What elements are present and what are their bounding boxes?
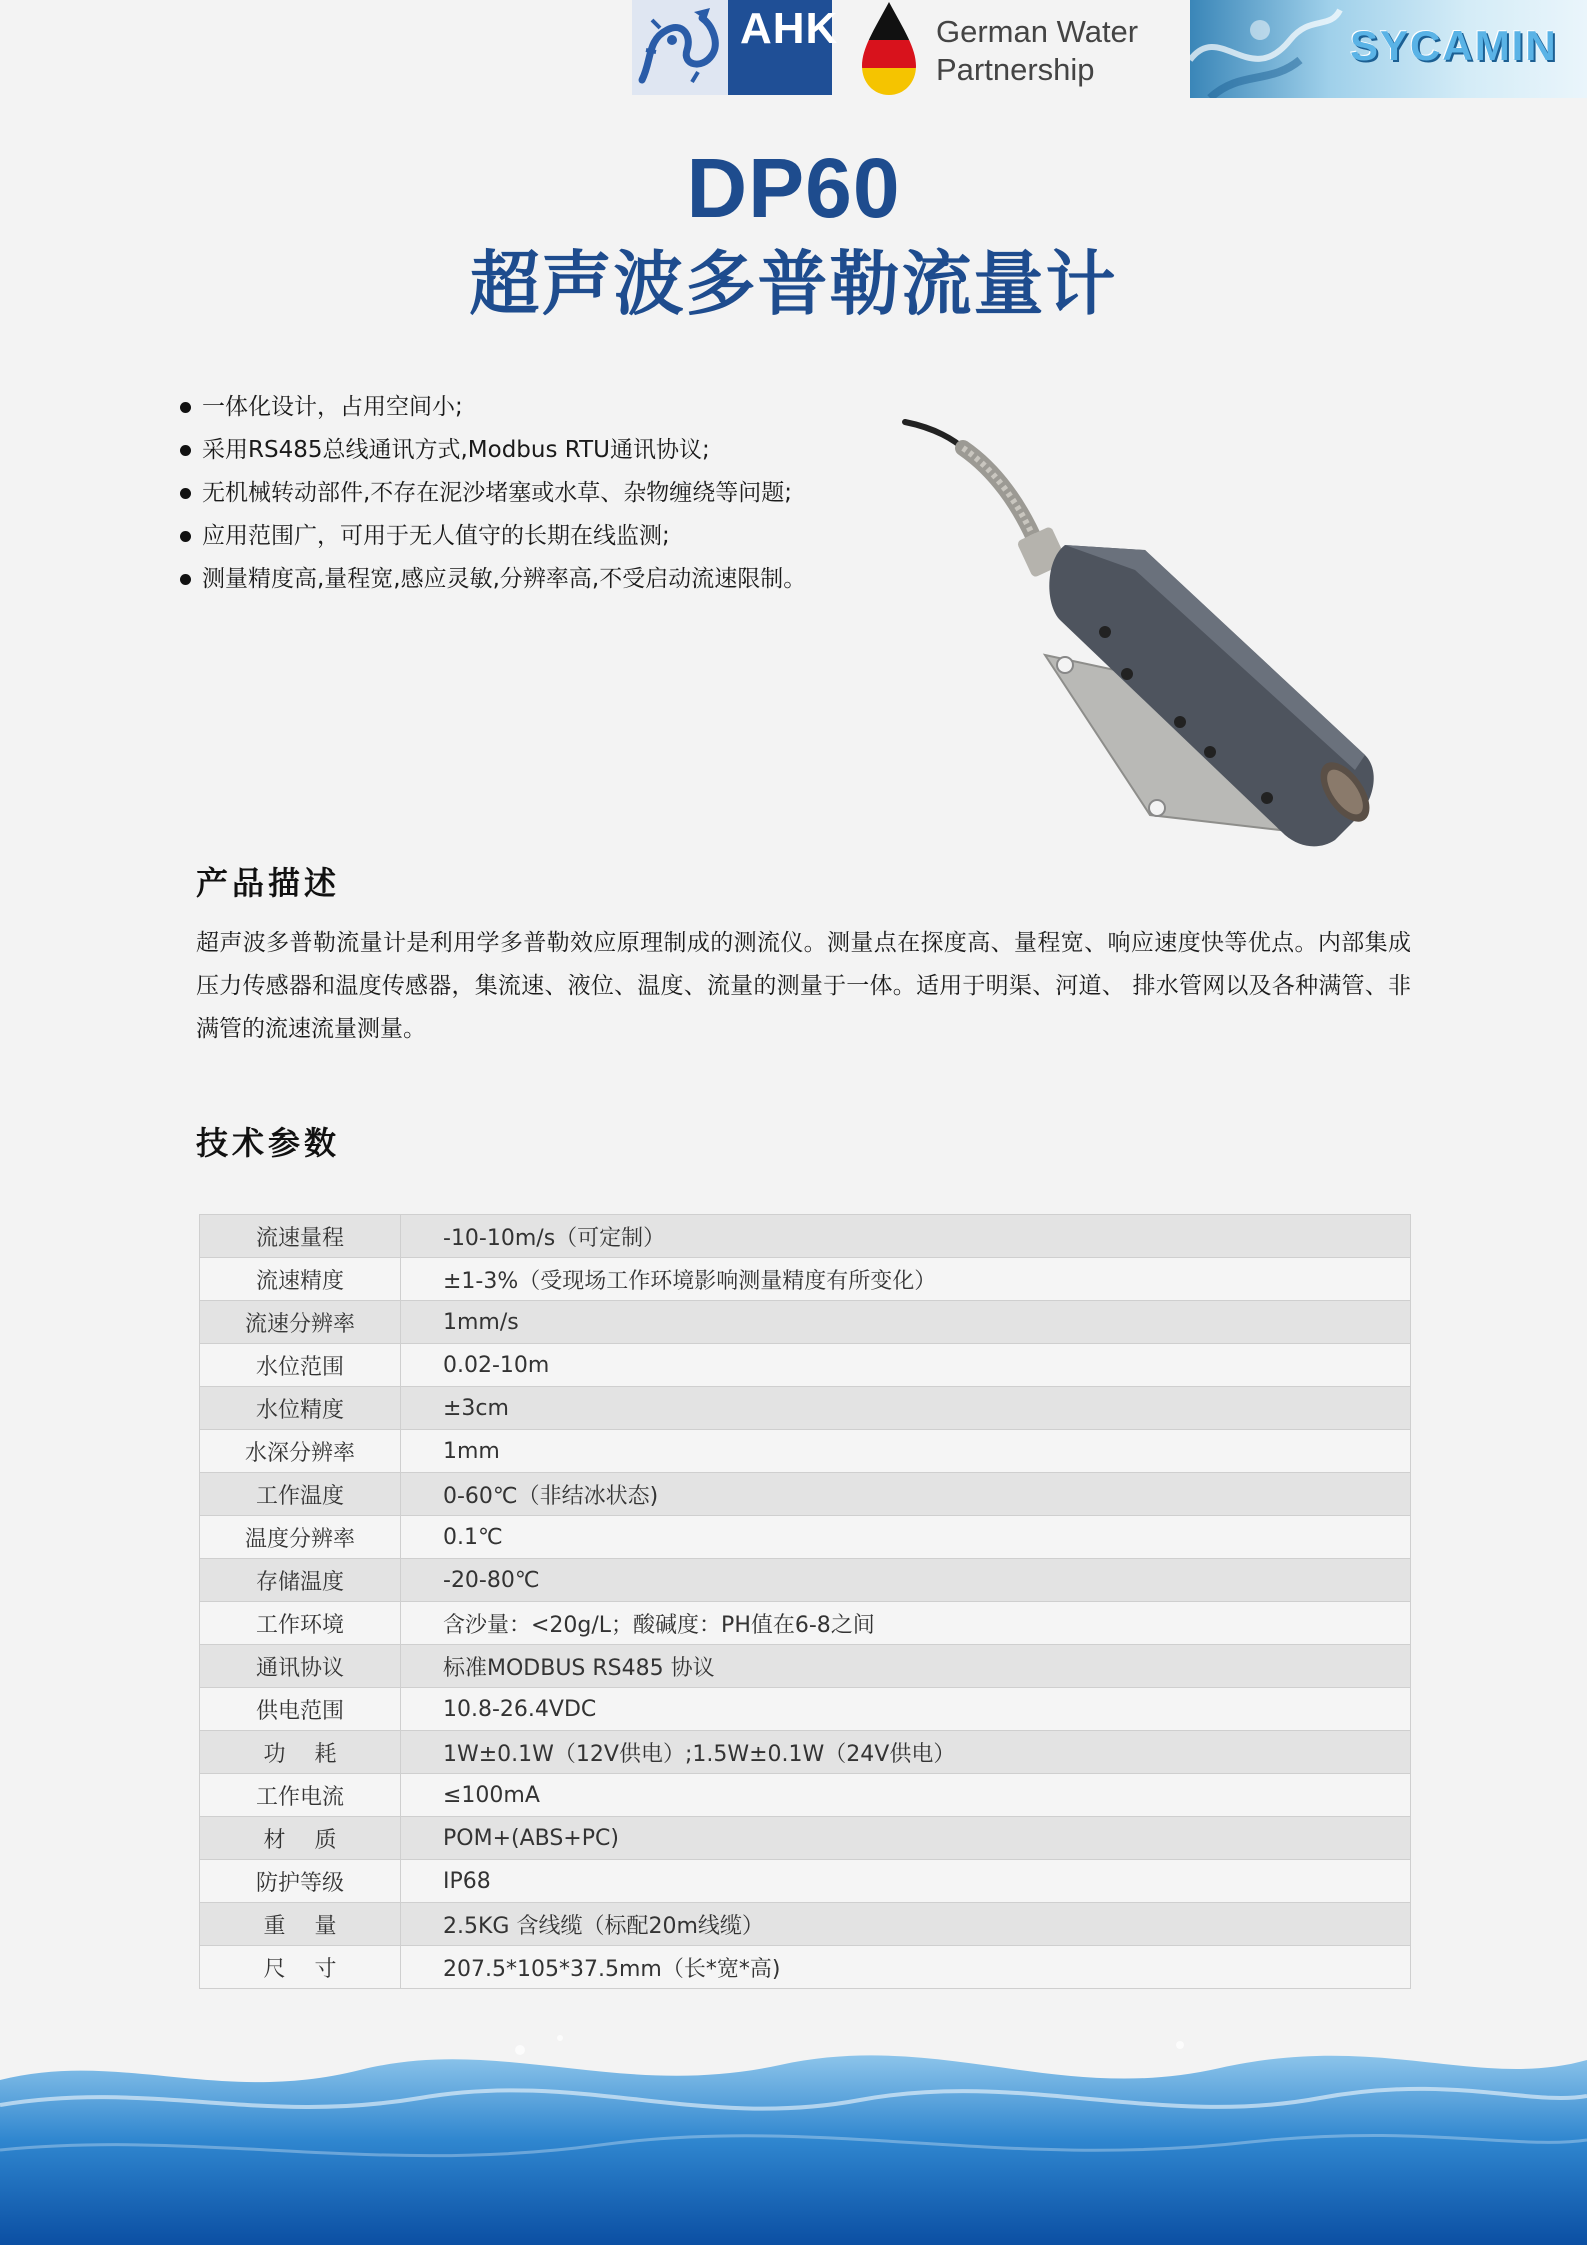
table-row <box>200 1817 1411 1860</box>
table-row <box>200 1258 1411 1301</box>
specs-heading: 技术参数 <box>196 1124 341 1162</box>
spec-key: 工作温度 <box>200 1473 401 1516</box>
spec-value: 标准MODBUS RS485 协议 <box>401 1645 1411 1688</box>
table-row <box>200 1516 1411 1559</box>
spec-key: 尺 寸 <box>200 1946 401 1989</box>
table-row <box>200 1559 1411 1602</box>
spec-value: IP68 <box>401 1860 1411 1903</box>
water-drop-icon <box>854 0 924 98</box>
bullet-icon <box>180 445 191 456</box>
gwp-line-2: Partnership <box>936 52 1095 87</box>
spec-key: 材 质 <box>200 1817 401 1860</box>
table-row <box>200 1602 1411 1645</box>
water-wave-decoration <box>0 2010 1587 2245</box>
spec-value: 含沙量：<20g/L；酸碱度：PH值在6-8之间 <box>401 1602 1411 1645</box>
table-row <box>200 1215 1411 1258</box>
spec-key: 水位精度 <box>200 1387 401 1430</box>
table-row <box>200 1860 1411 1903</box>
partner-logos <box>632 0 1587 98</box>
spec-value: -10-10m/s（可定制） <box>401 1215 1411 1258</box>
spec-value: 207.5*105*37.5mm（长*宽*高) <box>401 1946 1411 1989</box>
spec-key: 温度分辨率 <box>200 1516 401 1559</box>
table-row <box>200 1473 1411 1516</box>
ahk-wordmark: AHK <box>740 4 839 53</box>
list-item: 无机械转动部件,不存在泥沙堵塞或水草、杂物缠绕等问题; <box>180 472 806 515</box>
gwp-line-1: German Water <box>936 14 1139 49</box>
spec-key: 水深分辨率 <box>200 1430 401 1473</box>
table-row <box>200 1946 1411 1989</box>
spec-value: 1mm <box>401 1430 1411 1473</box>
table-row <box>200 1344 1411 1387</box>
spec-key: 功 耗 <box>200 1731 401 1774</box>
spec-key: 流速精度 <box>200 1258 401 1301</box>
sycamin-logo <box>1190 0 1587 98</box>
spec-key: 水位范围 <box>200 1344 401 1387</box>
spec-table <box>199 1214 1411 1989</box>
list-item: 测量精度高,量程宽,感应灵敏,分辨率高,不受启动流速限制。 <box>180 558 806 601</box>
spec-key: 重 量 <box>200 1903 401 1946</box>
spec-value: -20-80℃ <box>401 1559 1411 1602</box>
table-row <box>200 1301 1411 1344</box>
bullet-icon <box>180 402 191 413</box>
table-row <box>200 1387 1411 1430</box>
product-photo <box>895 410 1385 885</box>
spec-key: 流速分辨率 <box>200 1301 401 1344</box>
spec-value: 0.02-10m <box>401 1344 1411 1387</box>
spec-value: 10.8-26.4VDC <box>401 1688 1411 1731</box>
table-row <box>200 1774 1411 1817</box>
list-item: 采用RS485总线通讯方式,Modbus RTU通讯协议; <box>180 429 806 472</box>
spec-value: 0.1℃ <box>401 1516 1411 1559</box>
spec-key: 工作环境 <box>200 1602 401 1645</box>
description-heading: 产品描述 <box>196 864 341 902</box>
spec-value: POM+(ABS+PC) <box>401 1817 1411 1860</box>
sycamin-wordmark: SYCAMIN <box>1350 22 1558 69</box>
table-row <box>200 1645 1411 1688</box>
product-model: DP60 <box>686 141 901 235</box>
spec-value: 1W±0.1W（12V供电）;1.5W±0.1W（24V供电） <box>401 1731 1411 1774</box>
bullet-icon <box>180 488 191 499</box>
spec-value: 0-60℃（非结冰状态) <box>401 1473 1411 1516</box>
list-item: 一体化设计，占用空间小; <box>180 386 806 429</box>
spec-value: ≤100mA <box>401 1774 1411 1817</box>
spec-key: 通讯协议 <box>200 1645 401 1688</box>
feature-list <box>180 386 806 601</box>
spec-key: 防护等级 <box>200 1860 401 1903</box>
spec-key: 存储温度 <box>200 1559 401 1602</box>
spec-key: 流速量程 <box>200 1215 401 1258</box>
table-row <box>200 1430 1411 1473</box>
spec-key: 工作电流 <box>200 1774 401 1817</box>
spec-value: 2.5KG 含线缆（标配20m线缆） <box>401 1903 1411 1946</box>
table-row <box>200 1903 1411 1946</box>
spec-value: ±1-3%（受现场工作环境影响测量精度有所变化） <box>401 1258 1411 1301</box>
table-row <box>200 1688 1411 1731</box>
bullet-icon <box>180 574 191 585</box>
spec-value: 1mm/s <box>401 1301 1411 1344</box>
spec-value: ±3cm <box>401 1387 1411 1430</box>
ahk-logo <box>632 0 839 95</box>
bullet-icon <box>180 531 191 542</box>
table-row <box>200 1731 1411 1774</box>
product-name: 超声波多普勒流量计 <box>469 243 1118 325</box>
spec-key: 供电范围 <box>200 1688 401 1731</box>
description-text: 超声波多普勒流量计是利用学多普勒效应原理制成的测流仪。测量点在探度高、量程宽、响应速度快等优点。内部集成压力传感器和温度传感器，集流速、液位、温度、流量的测量于一体。适用于明渠、河道、 排水管网以及各种满管、非满管的流速流量测量。 <box>196 930 1411 1042</box>
list-item: 应用范围广，可用于无人值守的长期在线监测; <box>180 515 806 558</box>
dragon-icon <box>632 0 728 95</box>
german-water-partnership-logo <box>854 0 1214 98</box>
